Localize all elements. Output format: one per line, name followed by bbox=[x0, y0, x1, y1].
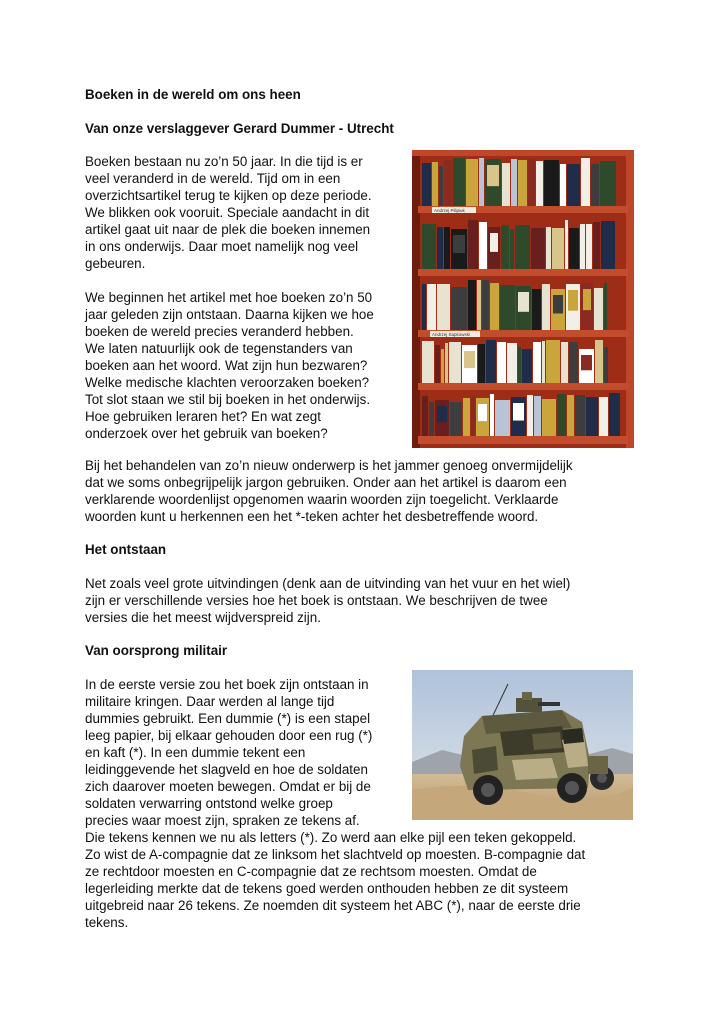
book-cover-art bbox=[487, 165, 499, 186]
text-line: tekens. bbox=[85, 915, 129, 930]
text-line: dummies gebruikt. Een dummie (*) is een stapel bbox=[85, 711, 371, 726]
book-spine bbox=[575, 395, 585, 436]
text-line: We laten natuurlijk ook de tegenstanders van bbox=[85, 341, 353, 356]
book-spine bbox=[600, 161, 616, 206]
text-line: Zo wist de A-compagnie dat ze linksom het slachtveld op moesten. B-compagnie dat bbox=[85, 847, 586, 862]
book-spine bbox=[422, 341, 434, 383]
text-line: overzichtsartikel terug te kijken op deze periode. bbox=[85, 188, 372, 203]
book-cover-art bbox=[583, 289, 591, 310]
book-spine bbox=[466, 159, 478, 206]
shelf-label: Andrzej Pilipiuk bbox=[434, 208, 465, 213]
book-spine bbox=[534, 396, 541, 436]
book-spine bbox=[478, 344, 485, 383]
book-spine bbox=[560, 164, 566, 206]
text-line: leeg papier, bij elkaar gehouden door een rug (*) bbox=[85, 728, 373, 743]
book-spine bbox=[463, 398, 470, 436]
text-line: boeken de wereld precies veranderd hebben. bbox=[85, 324, 354, 339]
book-spine bbox=[542, 399, 556, 436]
book-spine bbox=[557, 394, 566, 436]
book-spine bbox=[435, 345, 440, 383]
book-spine bbox=[437, 284, 450, 330]
text-line: ze rechtdoor moesten en C-compagnie dat ze rechtsom moesten. Omdat de bbox=[85, 864, 537, 879]
section-heading: Het ontstaan bbox=[85, 542, 167, 557]
text-line: Boeken bestaan nu zo’n 50 jaar. In die tijd is er bbox=[85, 154, 363, 169]
text-line: We beginnen het artikel met hoe boeken zo’n 50 bbox=[85, 290, 373, 305]
book-spine bbox=[477, 280, 481, 330]
book-spine bbox=[495, 400, 510, 436]
book-spine bbox=[490, 394, 494, 436]
text-line: soldaten verwarring ontstond welke groep bbox=[85, 796, 333, 811]
book-spine bbox=[468, 220, 478, 269]
book-spine bbox=[486, 340, 496, 383]
book-spine bbox=[581, 158, 590, 206]
section-heading: Van oorsprong militair bbox=[85, 643, 228, 658]
book-spine bbox=[609, 393, 620, 436]
book-spine bbox=[450, 402, 462, 436]
book-spine bbox=[565, 220, 568, 269]
book-spine bbox=[507, 343, 517, 383]
book-spine bbox=[451, 287, 467, 330]
book-cover-art bbox=[437, 406, 447, 422]
text-line: precies waar moest zijn, spraken ze tekens af. bbox=[85, 813, 360, 828]
book-spine bbox=[586, 224, 592, 269]
text-line: en kaft (*). In een dummie tekent een bbox=[85, 745, 306, 760]
book-spine bbox=[599, 397, 608, 436]
book-spine bbox=[604, 283, 607, 330]
book-spine bbox=[567, 395, 574, 436]
text-line: in ons onderwijs. Daar moet namelijk nog veel bbox=[85, 239, 359, 254]
book-spine bbox=[561, 342, 568, 383]
book-spine bbox=[422, 396, 428, 436]
text-line: Die tekens kennen we nu als letters (*). Zo werd aan elke pijl een teken gekoppeld. bbox=[85, 830, 577, 845]
book-cover-art bbox=[518, 292, 529, 312]
book-spine bbox=[594, 288, 603, 330]
book-spine bbox=[502, 163, 510, 206]
book-cover-art bbox=[568, 290, 578, 311]
book-spine bbox=[444, 160, 452, 206]
armored-vehicle-photo bbox=[412, 670, 633, 820]
text-line: We blikken ook vooruit. Speciale aandacht in dit bbox=[85, 205, 370, 220]
book-spine bbox=[593, 222, 600, 269]
book-spine bbox=[604, 347, 608, 383]
book-spine bbox=[439, 166, 443, 206]
bookshelf-photo bbox=[412, 150, 634, 448]
text-line: dat we soms onbegrijpelijk jargon gebruiken. Onder aan het artikel is daarom een bbox=[85, 475, 567, 490]
text-line: woorden kunt u herkennen een het *-teken achter het desbetreffende woord. bbox=[85, 509, 539, 524]
text-line: militaire kringen. Daar werden al lange tijd bbox=[85, 694, 335, 709]
book-spine bbox=[518, 347, 521, 383]
book-spine bbox=[510, 229, 514, 269]
book-cover-art bbox=[513, 403, 524, 421]
text-line: uitgebreid naar 26 tekens. Ze noemden dit systeem het ABC (*), naar de eerste drie bbox=[85, 898, 581, 913]
book-spine bbox=[601, 221, 615, 269]
book-spine bbox=[532, 289, 541, 330]
text-line: versies die het meest wijdverspreid zijn. bbox=[85, 610, 321, 625]
book-spine bbox=[422, 284, 426, 330]
shelf-label: Andrzej Sapkowski bbox=[432, 332, 471, 337]
book-spine bbox=[432, 162, 438, 206]
text-line: verklarende woordenlijst opgenomen waarin woorden zijn toegelicht. Verklaarde bbox=[85, 492, 559, 507]
book-spine bbox=[542, 284, 550, 330]
text-line: Net zoals veel grote uitvindingen (denk aan de uitvinding van het vuur en het wiel) bbox=[85, 576, 571, 591]
book-cover-art bbox=[553, 295, 563, 313]
book-spine bbox=[468, 280, 476, 330]
text-line: legerleiding merkte dat de tekens goed werden onthouden hebben ze dit systeem bbox=[85, 881, 569, 896]
book-spine bbox=[427, 284, 436, 330]
book-spine bbox=[422, 163, 431, 206]
book-spine bbox=[569, 342, 578, 383]
book-spine bbox=[449, 342, 461, 383]
book-cover-art bbox=[581, 355, 592, 370]
book-spine bbox=[479, 158, 484, 206]
book-spine bbox=[591, 164, 599, 206]
book-spine bbox=[528, 159, 535, 206]
text-line: veel veranderd in de wereld. Tijd om in een bbox=[85, 171, 341, 186]
text-line: gebeuren. bbox=[85, 256, 146, 271]
book-spine bbox=[595, 340, 603, 383]
book-spine bbox=[437, 227, 443, 269]
bookshelf-illustration bbox=[412, 150, 634, 448]
book-spine bbox=[511, 159, 517, 206]
book-spine bbox=[482, 280, 489, 330]
book-spine bbox=[567, 164, 580, 206]
book-spine bbox=[501, 225, 509, 269]
book-spine bbox=[531, 228, 545, 269]
text-line: Welke medische klachten veroorzaken boeken? bbox=[85, 375, 370, 390]
book-spine bbox=[422, 224, 436, 269]
book-spine bbox=[546, 227, 551, 269]
book-spine bbox=[536, 161, 543, 206]
book-cover-art bbox=[453, 235, 465, 253]
book-spine bbox=[580, 224, 585, 269]
book-spine bbox=[527, 395, 533, 436]
book-spine bbox=[542, 341, 545, 383]
book-spine bbox=[546, 340, 560, 383]
text-line: zijn er verschillende versies hoe het boek is ontstaan. We beschrijven de twee bbox=[85, 593, 548, 608]
book-spine bbox=[453, 158, 465, 206]
book-spine bbox=[500, 285, 515, 330]
book-spine bbox=[490, 283, 499, 330]
book-spine bbox=[429, 402, 434, 436]
text-line: jaar geleden zijn ontstaan. Daarna kijken we hoe bbox=[85, 307, 374, 322]
book-cover-art bbox=[464, 351, 475, 368]
book-spine bbox=[518, 160, 527, 206]
text-line: Hoe gebruiken leraren het? En wat zegt bbox=[85, 409, 321, 424]
book-spine bbox=[569, 228, 579, 269]
book-spine bbox=[444, 227, 450, 269]
book-spine bbox=[479, 222, 487, 269]
text-line: artikel gaat uit naar de plek die boeken innemen bbox=[85, 222, 371, 237]
book-spine bbox=[515, 225, 530, 269]
text-line: boeken aan het woord. Wat zijn hun bezwaren? bbox=[85, 358, 368, 373]
book-spine bbox=[533, 342, 541, 383]
armored-vehicle-illustration bbox=[412, 670, 633, 820]
text-line: Bij het behandelen van zo’n nieuw onderwerp is het jammer genoeg onvermijdelijk bbox=[85, 458, 573, 473]
book-spine bbox=[522, 349, 532, 383]
book-cover-art bbox=[478, 404, 487, 421]
book-spine bbox=[471, 396, 475, 436]
book-cover-art bbox=[554, 234, 562, 252]
text-line: leidinggevende het slagveld en hoe de soldaten bbox=[85, 762, 368, 777]
text-line: onderzoek over het gebruik van boeken? bbox=[85, 426, 328, 441]
book-cover-art bbox=[490, 233, 498, 252]
text-line: In de eerste versie zou het boek zijn ontstaan in bbox=[85, 677, 369, 692]
book-spine bbox=[445, 343, 448, 383]
text-line: Tot slot staan we stil bij boeken in het onderwijs. bbox=[85, 392, 371, 407]
text-line: zich daarover moeten bewegen. Omdat er bij de bbox=[85, 779, 371, 794]
book-spine bbox=[441, 349, 444, 383]
book-spine bbox=[497, 342, 506, 383]
article-title: Boeken in de wereld om ons heen bbox=[85, 87, 301, 102]
book-spine bbox=[544, 160, 559, 206]
byline: Van onze verslaggever Gerard Dummer - Utrecht bbox=[85, 121, 394, 136]
book-spine bbox=[586, 397, 598, 436]
